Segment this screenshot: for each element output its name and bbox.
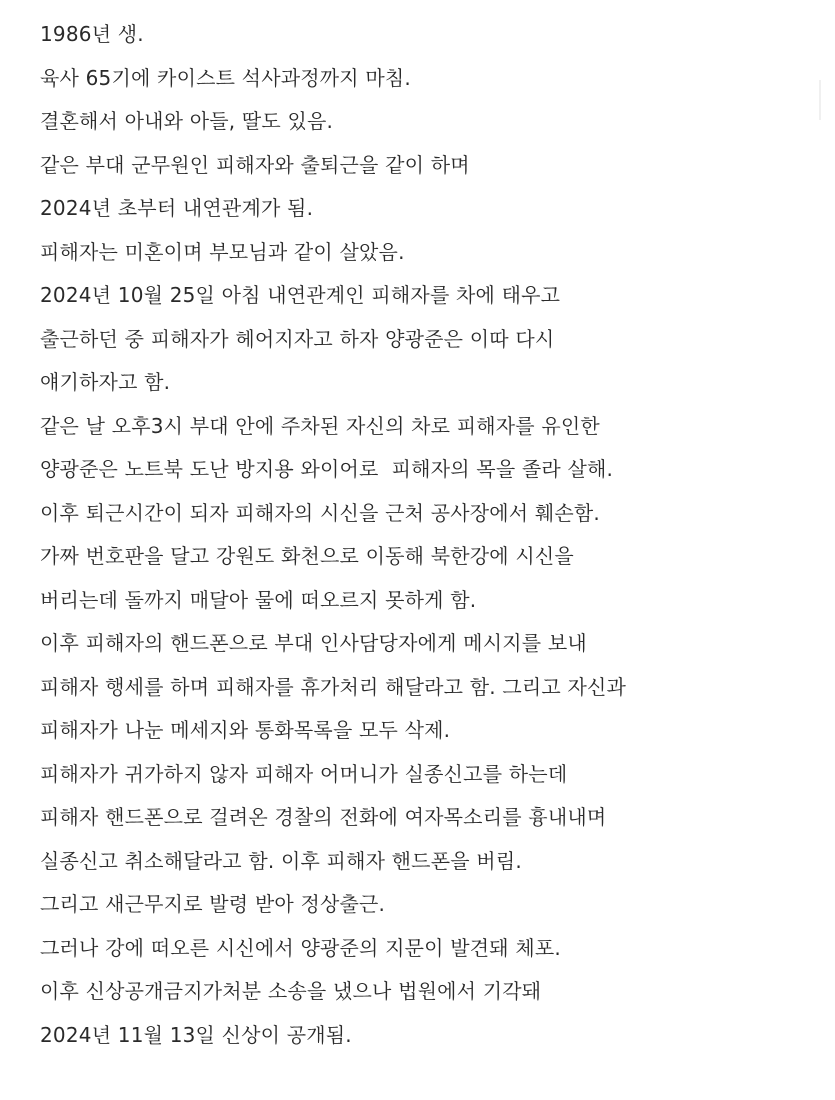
text-line: 피해자가 귀가하지 않자 피해자 어머니가 실종신고를 하는데	[40, 761, 568, 786]
text-line: 1986년 생.	[40, 22, 144, 46]
text-line: 버리는데 돌까지 매달아 물에 떠오르지 못하게 함.	[40, 587, 477, 612]
text-line: 결혼해서 아내와 아들, 딸도 있음.	[40, 109, 334, 133]
text-line: 2024년 10월 25일 아침 내연관계인 피해자를 차에 태우고	[40, 283, 561, 307]
edge-artifact	[819, 80, 835, 120]
document-body	[40, 19, 820, 1063]
text-line: 피해자는 미혼이며 부모님과 같이 살았음.	[40, 239, 405, 264]
text-line: 그리고 새근무지로 발령 받아 정상출근.	[40, 892, 386, 916]
text-line: 양광준은 노트북 도난 방지용 와이어로 피해자의 목을 졸라 살해.	[40, 457, 614, 481]
text-line: 육사 65기에 카이스트 석사과정까지 마침.	[40, 65, 411, 90]
text-line: 이후 신상공개금지가처분 소송을 냈으나 법원에서 기각돼	[40, 979, 542, 1003]
text-line: 실종신고 취소해달라고 함. 이후 피해자 핸드폰을 버림.	[40, 848, 522, 873]
text-line: 피해자 행세를 하며 피해자를 휴가처리 해달라고 함. 그리고 자신과	[40, 674, 627, 699]
text-line: 피해자 핸드폰으로 걸려온 경찰의 전화에 여자목소리를 흉내내며	[40, 805, 607, 829]
text-line: 얘기하자고 함.	[40, 370, 171, 394]
text-line: 2024년 11월 13일 신상이 공개됨.	[40, 1022, 352, 1047]
text-line: 출근하던 중 피해자가 헤어지자고 하자 양광준은 이따 다시	[40, 326, 555, 351]
text-line: 가짜 번호판을 달고 강원도 화천으로 이동해 북한강에 시신을	[40, 544, 574, 568]
text-line: 같은 부대 군무원인 피해자와 출퇴근을 같이 하며	[40, 152, 470, 177]
text-line: 피해자가 나눈 메세지와 통화목록을 모두 삭제.	[40, 718, 451, 742]
text-line: 그러나 강에 떠오른 시신에서 양광준의 지문이 발견돼 체포.	[40, 935, 561, 960]
text-line: 이후 퇴근시간이 되자 피해자의 시신을 근처 공사장에서 훼손함.	[40, 500, 600, 525]
text-line: 이후 피해자의 핸드폰으로 부대 인사담당자에게 메시지를 보내	[40, 631, 587, 655]
text-line: 2024년 초부터 내연관계가 됨.	[40, 196, 314, 220]
text-line: 같은 날 오후3시 부대 안에 주차된 자신의 차로 피해자를 유인한	[40, 413, 600, 438]
